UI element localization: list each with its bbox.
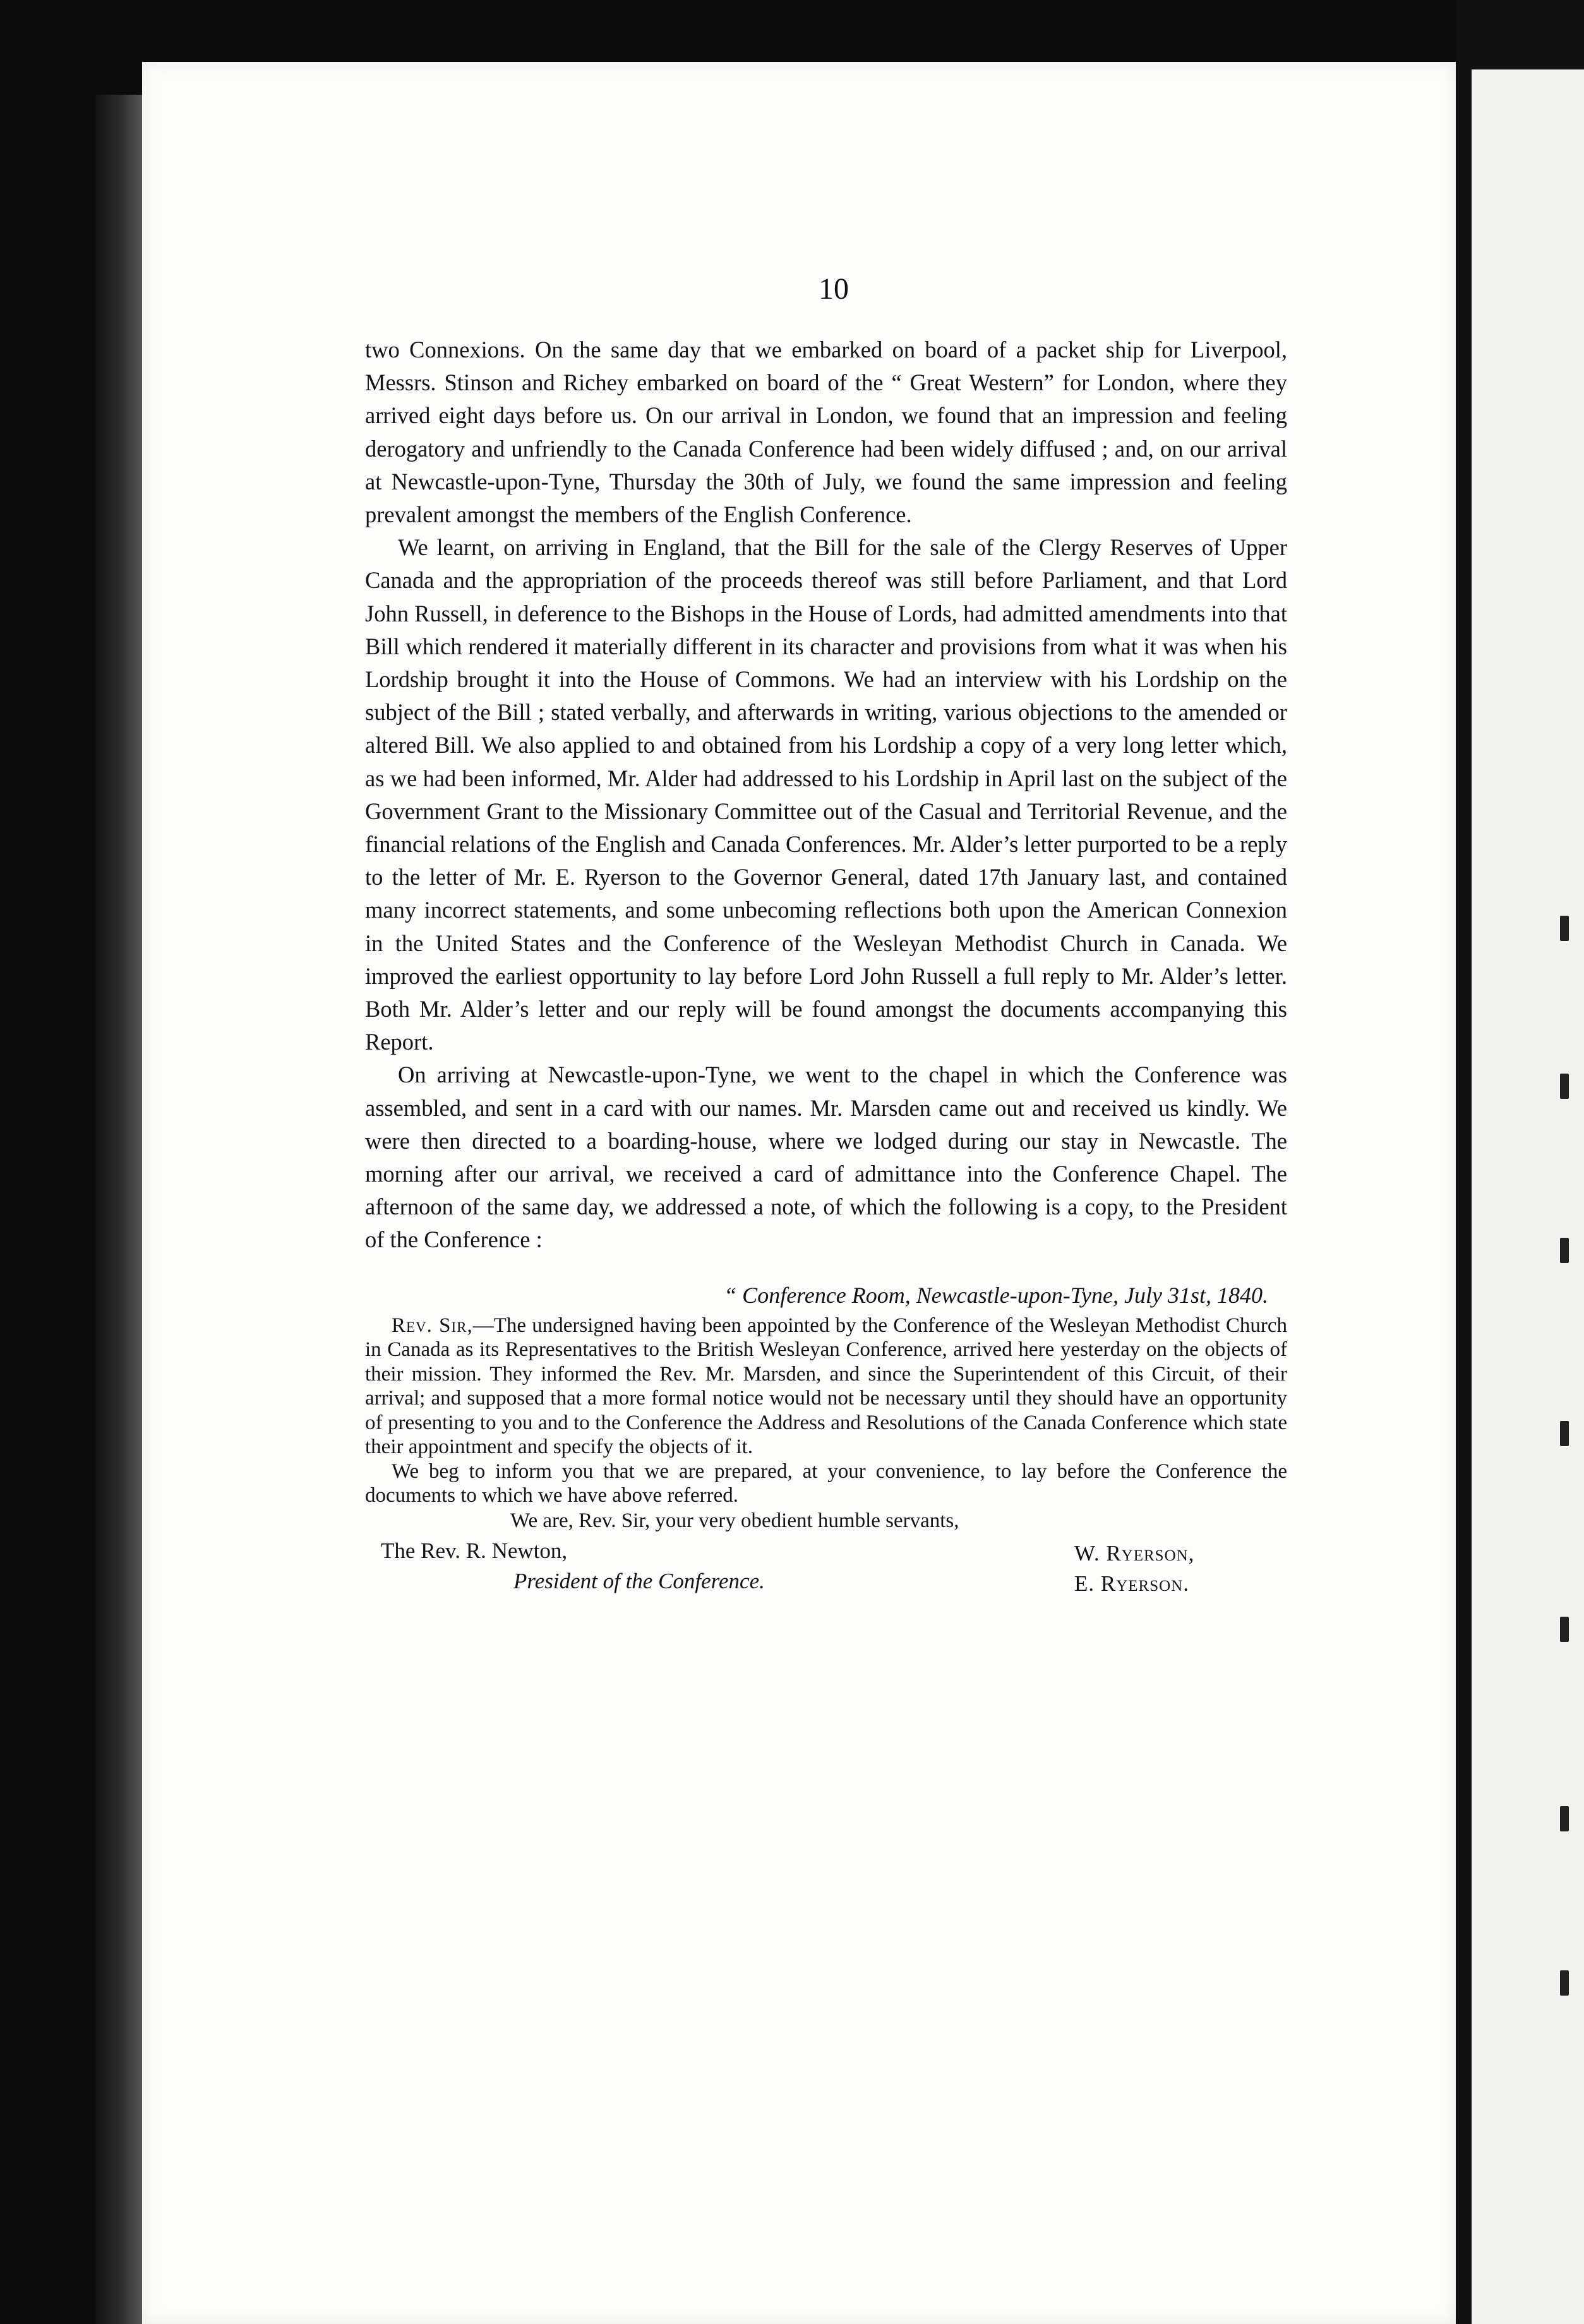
signer-2: E. Ryerson. <box>1074 1571 1189 1596</box>
bleed-mark <box>1560 1238 1569 1263</box>
paragraph-1: two Connexions. On the same day that we embarked on board of a packet ship for Liverpool, Messrs. Stinson and Richey embarked on board of the “ Great Western” for London, where they arrived eight days before us. On our arrival in London, we found that an impression and feeling derogatory and unfriendly to the Canada Conference had been widely diffused ; and, on our arrival at Newcastle-upon-Tyne, Thursday the 30th of July, we found the same impression and feeling prevalent amongst the members of the English Conference. <box>365 337 1287 528</box>
letter-closing: We are, Rev. Sir, your very obedient humble servants, <box>510 1509 959 1532</box>
bleed-mark <box>1560 1421 1569 1446</box>
bleed-mark <box>1560 1806 1569 1831</box>
letter-body-1: —The undersigned having been appointed by the Conference of the Wesleyan Methodist Church in Canada as its Representatives to the British Wesleyan Conference, arrived here yesterday on the objects of their mission. They informed the Rev. Mr. Marsden, and since the Superintendent of this Circuit, of their arrival; and supposed that a more formal notice would not be necessary until they should have an opportunity of presenting to you and to the Conference the Address and Resolutions of the Canada Conference which state their appointment and specify the objects of it. <box>365 1314 1287 1459</box>
bleed-mark <box>1560 1970 1569 1996</box>
signature-block <box>365 1538 1287 1602</box>
addressee-name: The Rev. R. Newton, <box>381 1538 568 1563</box>
quoted-letter <box>365 1279 1287 1602</box>
signers <box>1074 1538 1194 1599</box>
addressee-title: President of the Conference. <box>513 1568 765 1593</box>
letter-salutation: Rev. Sir, <box>392 1314 473 1337</box>
letter-paragraph-1 <box>365 1314 1287 1459</box>
signer-1: W. Ryerson, <box>1074 1540 1195 1566</box>
letter-dateline: “ Conference Room, Newcastle-upon-Tyne, July 31st, 1840. <box>724 1282 1268 1308</box>
paragraph-2: We learnt, on arriving in England, that the Bill for the sale of the Clergy Reserves of Upper Canada and the appropriation of the proceeds thereof was still before Parliament, and that Lord John Russell, in deference to the Bishops in the House of Lords, had admitted amendments into that Bill which rendered it materially different in its character and provisions from what it was when his Lordship brought it into the House of Commons. We had an interview with his Lordship on the subject of the Bill ; stated verbally, and afterwards in writing, various objections to the amended or altered Bill. We also applied to and obtained from his Lordship a copy of a very long letter which, as we had been informed, Mr. Alder had addressed to his Lordship in April last on the subject of the Government Grant to the Missionary Committee out of the Casual and Territorial Revenue, and the financial relations of the English and Canada Conferences. Mr. Alder’s letter purported to be a reply to the letter of Mr. E. Ryerson to the Governor General, dated 17th January last, and contained many incorrect statements, and some unbecoming reflections both upon the American Connexion in the United States and the Conference of the Wesleyan Methodist Church in Canada. We improved the earliest opportunity to lay before Lord John Russell a full reply to Mr. Alder’s letter. Both Mr. Alder’s letter and our reply will be found amongst the documents accompanying this Report. <box>365 534 1287 1055</box>
body-text <box>365 333 1287 1602</box>
letter-paragraph-2: We beg to inform you that we are prepared, at your convenience, to lay before the Conference the documents to which we have above referred. <box>365 1459 1287 1507</box>
bleed-mark <box>1560 1617 1569 1642</box>
bleed-mark <box>1560 916 1569 941</box>
scan-left-edge <box>95 95 142 2324</box>
paragraph-3: On arriving at Newcastle-upon-Tyne, we went to the chapel in which the Conference was assembled, and sent in a card with our names. Mr. Marsden came out and received us kindly. We were then directed to a boarding-house, where we lodged during our stay in Newcastle. The morning after our arrival, we received a card of admittance into the Conference Chapel. The afternoon of the same day, we addressed a note, of which the following is a copy, to the President of the Conference : <box>365 1062 1287 1253</box>
page-number: 10 <box>819 272 849 306</box>
bleed-mark <box>1560 1074 1569 1099</box>
